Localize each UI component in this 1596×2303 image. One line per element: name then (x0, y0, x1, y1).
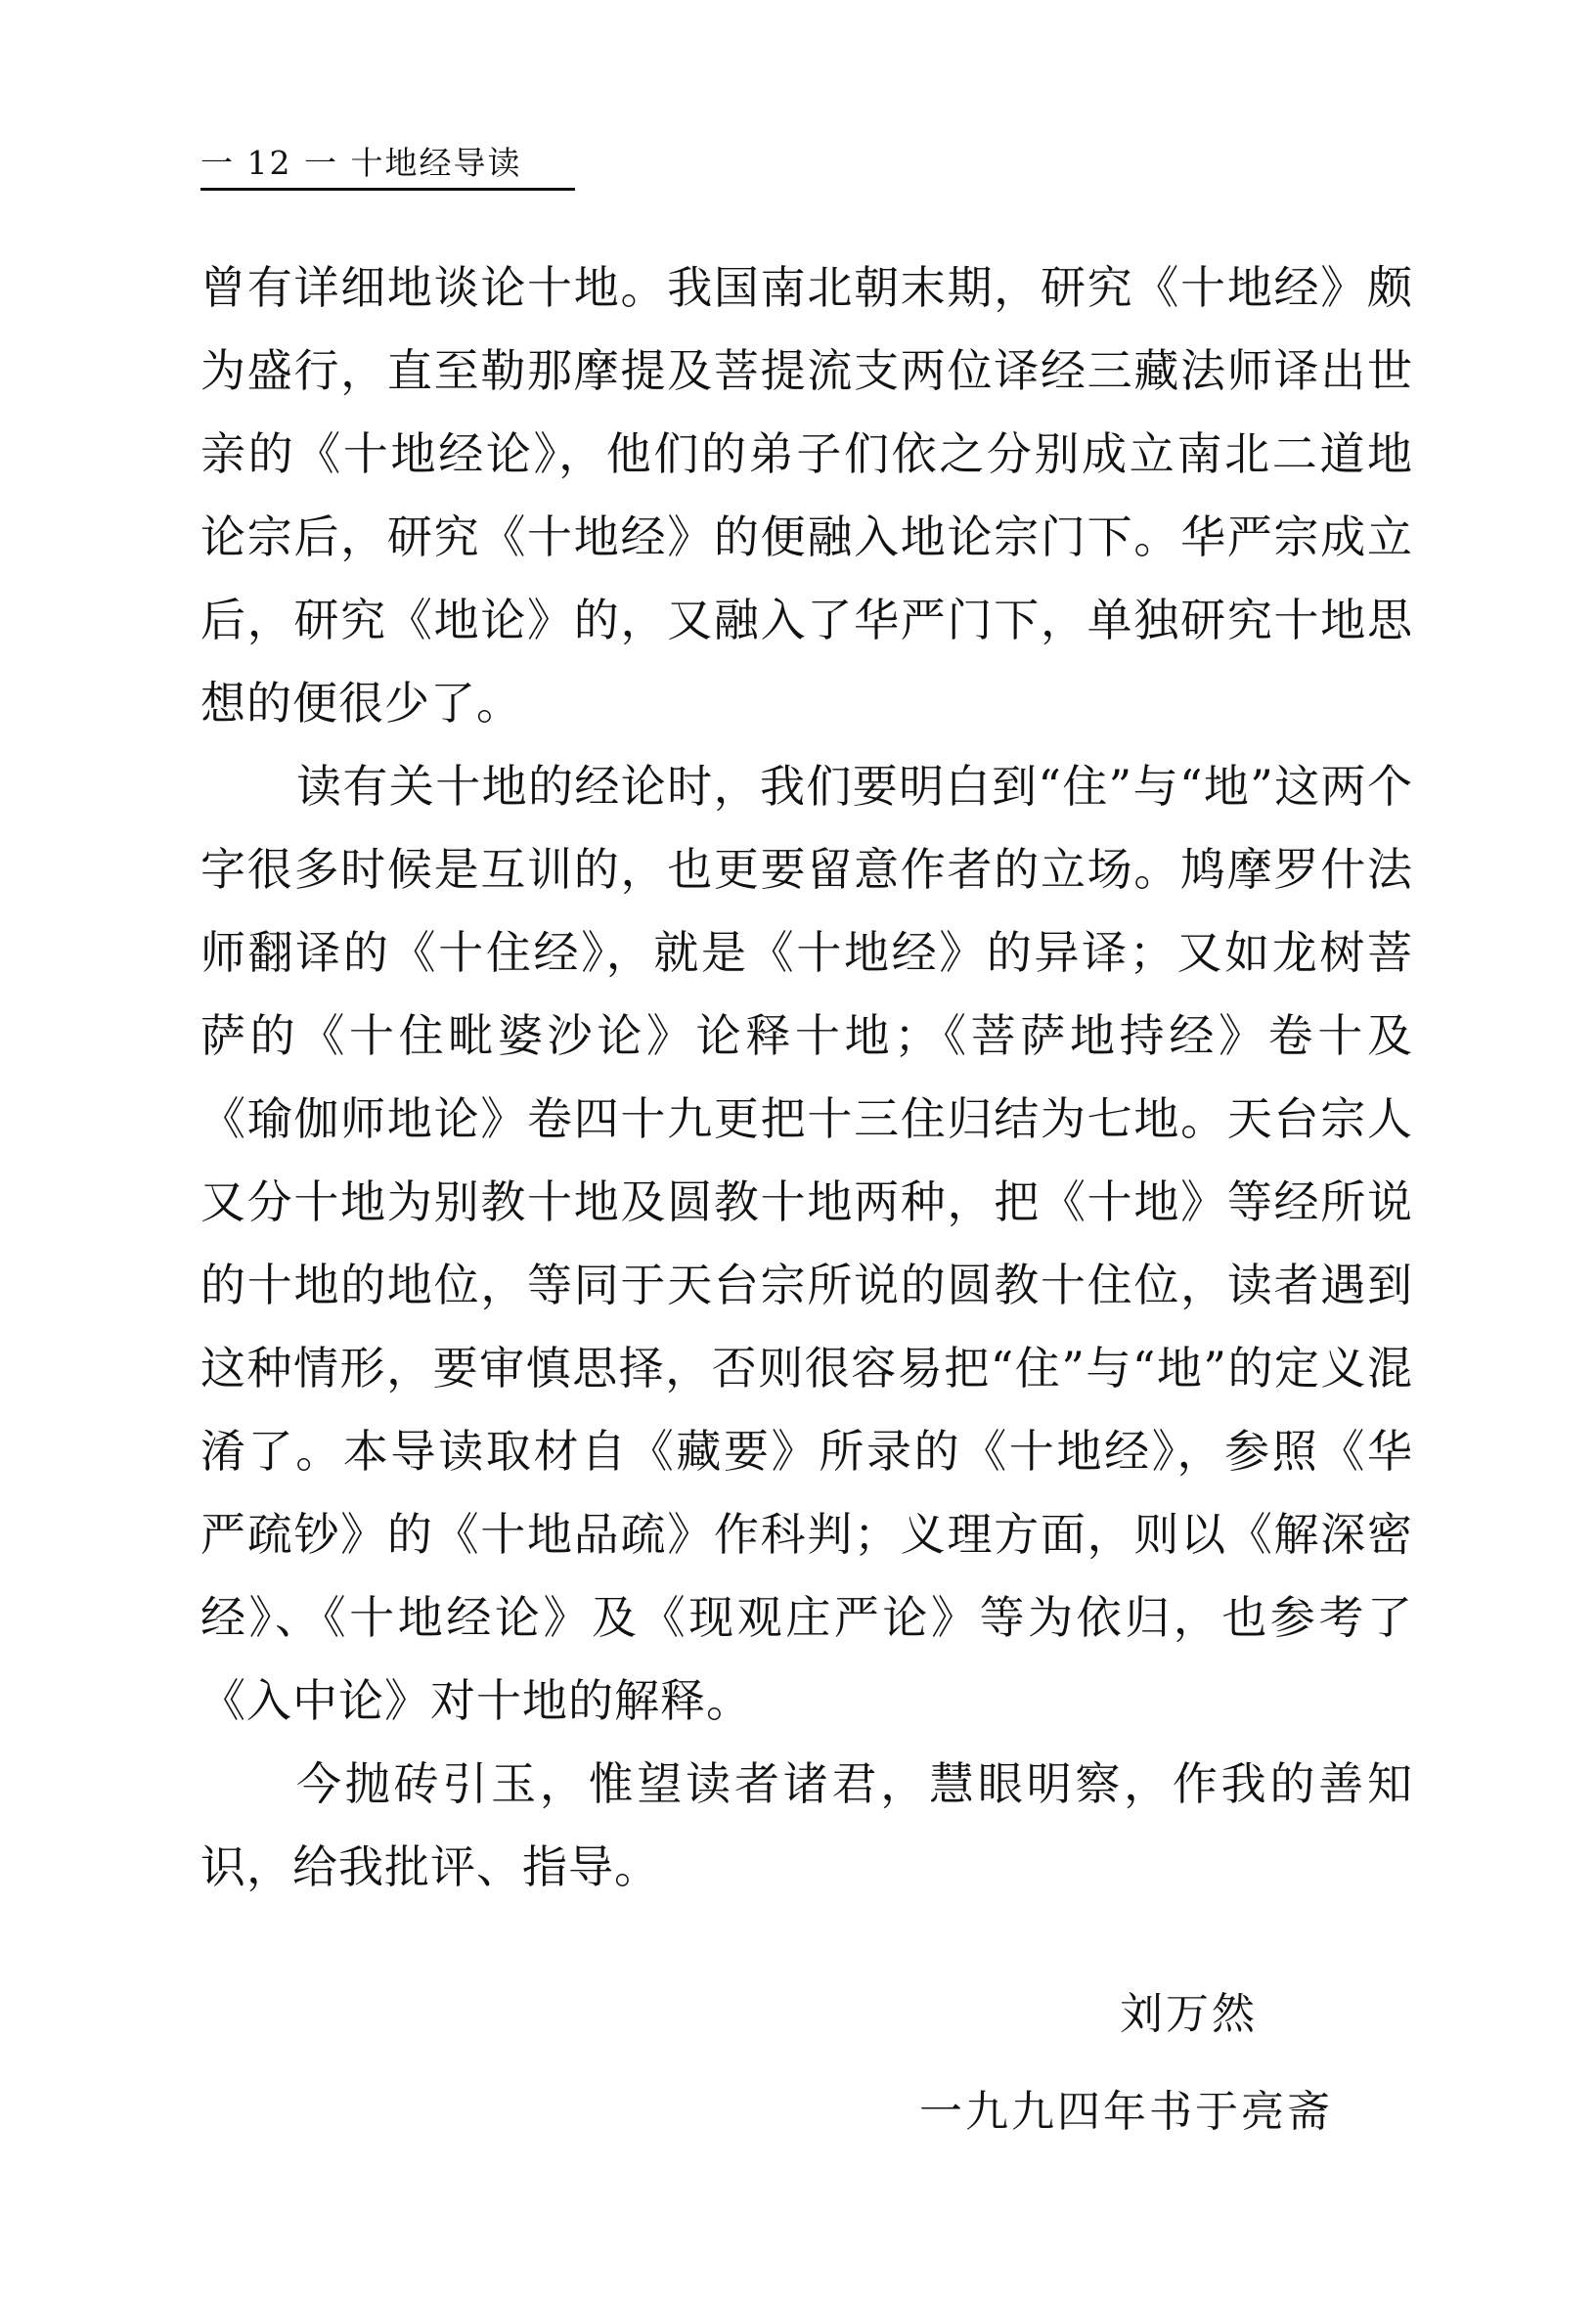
paragraph-continued: 曾有详细地谈论十地。我国南北朝末期，研究《十地经》颇为盛行，直至勒那摩提及菩提流支两位译经三藏法师译出世亲的《十地经论》，他们的弟子们依之分别成立南北二道地论宗后，研究《十地经》的便融入地论宗门下。华严宗成立后，研究《地论》的，又融入了华严门下，单独研究十地思想的便很少了。 (200, 261, 1413, 730)
running-header: 一 12 一 十地经导读 (200, 144, 522, 182)
author-signature: 刘万然 (1120, 1989, 1258, 2039)
body-text (200, 246, 1413, 1909)
header-underline (200, 188, 575, 191)
paragraph-reading-note: 读有关十地的经论时，我们要明白到“住”与“地”这两个字很多时候是互训的，也更要留意作者的立场。鸠摩罗什法师翻译的《十住经》，就是《十地经》的异译；又如龙树菩萨的《十住毗婆沙论》论释十地；《菩萨地持经》卷十及《瑜伽师地论》卷四十九更把十三住归结为七地。天台宗人又分十地为别教十地及圆教十地两种，把《十地》等经所说的十地的地位，等同于天台宗所说的圆教十住位，读者遇到这种情形，要审慎思择，否则很容易把“住”与“地”的定义混淆了。本导读取材自《藏要》所录的《十地经》，参照《华严疏钞》的《十地品疏》作科判；义理方面，则以《解深密经》、《十地经论》及《现观庄严论》等为依归，也参考了《入中论》对十地的解释。 (200, 760, 1413, 1727)
signature-date: 一九九四年书于亮斋 (919, 2087, 1333, 2137)
paragraph-closing: 今抛砖引玉，惟望读者诸君，慧眼明察，作我的善知识，给我批评、指导。 (200, 1757, 1413, 1893)
